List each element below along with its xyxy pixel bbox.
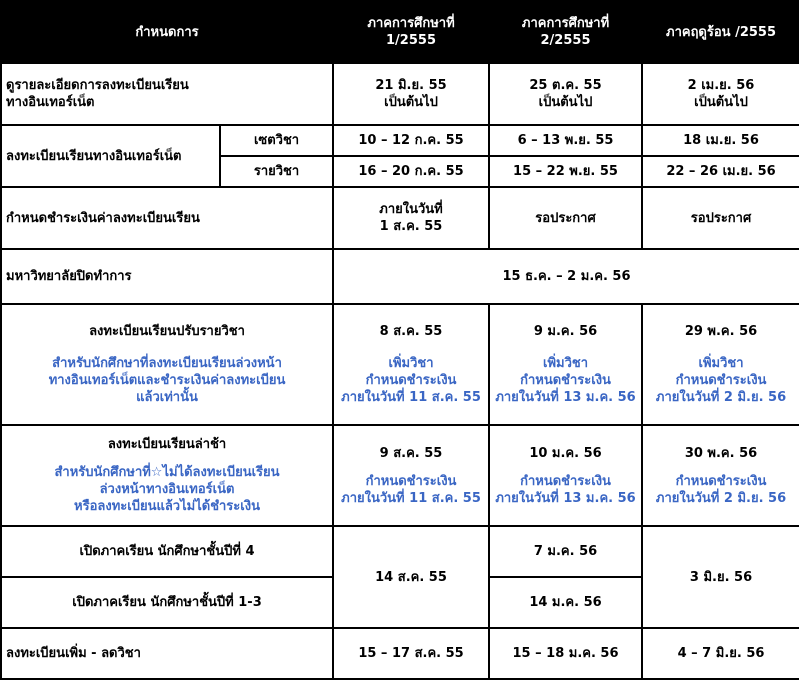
cell-open-year1-3-s2: 14 ม.ค. 56 [489,577,642,628]
cell-open-year4-s2: 7 ม.ค. 56 [489,526,642,577]
row-add-drop [1,628,799,679]
cell-university-closed: 15 ธ.ค. – 2 ม.ค. 56 [333,249,799,304]
label-open-year4: เปิดภาคเรียน นักศึกษาชั้นปีที่ 4 [1,526,333,577]
cell-add-drop-s2: 15 – 18 ม.ค. 56 [489,628,642,679]
label-add-drop: ลงทะเบียนเพิ่ม - ลดวิชา [1,628,333,679]
cell-add-drop-s1: 15 – 17 ส.ค. 55 [333,628,489,679]
label-university-closed: มหาวิทยาลัยปิดทำการ [1,249,333,304]
cell-adjust-s3: 29 พ.ค. 56 เพิ่มวิชา กำหนดชำระเงิน ภายในวันที่ 2 มิ.ย. 56 [642,304,799,425]
cell-details-s2: 25 ต.ค. 55 เป็นต้นไป [489,63,642,125]
row-payment [1,187,799,249]
label-adjust-courses: ลงทะเบียนเรียนปรับรายวิชา สำหรับนักศึกษาที่ลงทะเบียนเรียนล่วงหน้า ทางอินเทอร์เน็ตและชำระเงินค่าลงทะเบียน แล้วเท่านั้น [1,304,333,425]
label-payment: กำหนดชำระเงินค่าลงทะเบียนเรียน [1,187,333,249]
label-online-registration: ลงทะเบียนเรียนทางอินเทอร์เน็ต [1,125,220,187]
cell-open-s1: 14 ส.ค. 55 [333,526,489,628]
cell-late-s2: 10 ม.ค. 56 กำหนดชำระเงิน ภายในวันที่ 13 ม.ค. 56 [489,425,642,526]
header-summer: ภาคฤดูร้อน /2555 [642,1,799,63]
label-late-registration: ลงทะเบียนเรียนล่าช้า สำหรับนักศึกษาที่☆ไม่ได้ลงทะเบียนเรียน ล่วงหน้าทางอินเทอร์เน็ต หรือลงทะเบียนแล้วไม่ได้ชำระเงิน [1,425,333,526]
row-university-closed [1,249,799,304]
row-online-set [1,125,799,156]
row-late-registration [1,425,799,526]
label-set-courses: เซตวิชา [220,125,333,156]
header-schedule: กำหนดการ [1,1,333,63]
label-individual-course: รายวิชา [220,156,333,187]
cell-late-s3: 30 พ.ค. 56 กำหนดชำระเงิน ภายในวันที่ 2 มิ.ย. 56 [642,425,799,526]
row-adjust-courses [1,304,799,425]
cell-adjust-s1: 8 ส.ค. 55 เพิ่มวิชา กำหนดชำระเงิน ภายในวันที่ 11 ส.ค. 55 [333,304,489,425]
row-open-year4 [1,526,799,577]
row-view-details [1,63,799,125]
cell-payment-s2: รอประกาศ [489,187,642,249]
cell-course-s2: 15 – 22 พ.ย. 55 [489,156,642,187]
cell-adjust-s2: 9 ม.ค. 56 เพิ่มวิชา กำหนดชำระเงิน ภายในวันที่ 13 ม.ค. 56 [489,304,642,425]
label-view-details: ดูรายละเอียดการลงทะเบียนเรียน ทางอินเทอร์เน็ต [1,63,333,125]
cell-set-s1: 10 – 12 ก.ค. 55 [333,125,489,156]
label-open-year1-3: เปิดภาคเรียน นักศึกษาชั้นปีที่ 1-3 [1,577,333,628]
cell-open-s3: 3 มิ.ย. 56 [642,526,799,628]
header-semester-2: ภาคการศึกษาที่ 2/2555 [489,1,642,63]
cell-details-s1: 21 มิ.ย. 55 เป็นต้นไป [333,63,489,125]
cell-set-s3: 18 เม.ย. 56 [642,125,799,156]
cell-late-s1: 9 ส.ค. 55 กำหนดชำระเงิน ภายในวันที่ 11 ส.ค. 55 [333,425,489,526]
cell-set-s2: 6 – 13 พ.ย. 55 [489,125,642,156]
cell-course-s3: 22 – 26 เม.ย. 56 [642,156,799,187]
cell-course-s1: 16 – 20 ก.ค. 55 [333,156,489,187]
cell-payment-s1: ภายในวันที่ 1 ส.ค. 55 [333,187,489,249]
header-semester-1: ภาคการศึกษาที่ 1/2555 [333,1,489,63]
cell-payment-s3: รอประกาศ [642,187,799,249]
cell-add-drop-s3: 4 – 7 มิ.ย. 56 [642,628,799,679]
header-row [1,1,799,63]
cell-details-s3: 2 เม.ย. 56 เป็นต้นไป [642,63,799,125]
